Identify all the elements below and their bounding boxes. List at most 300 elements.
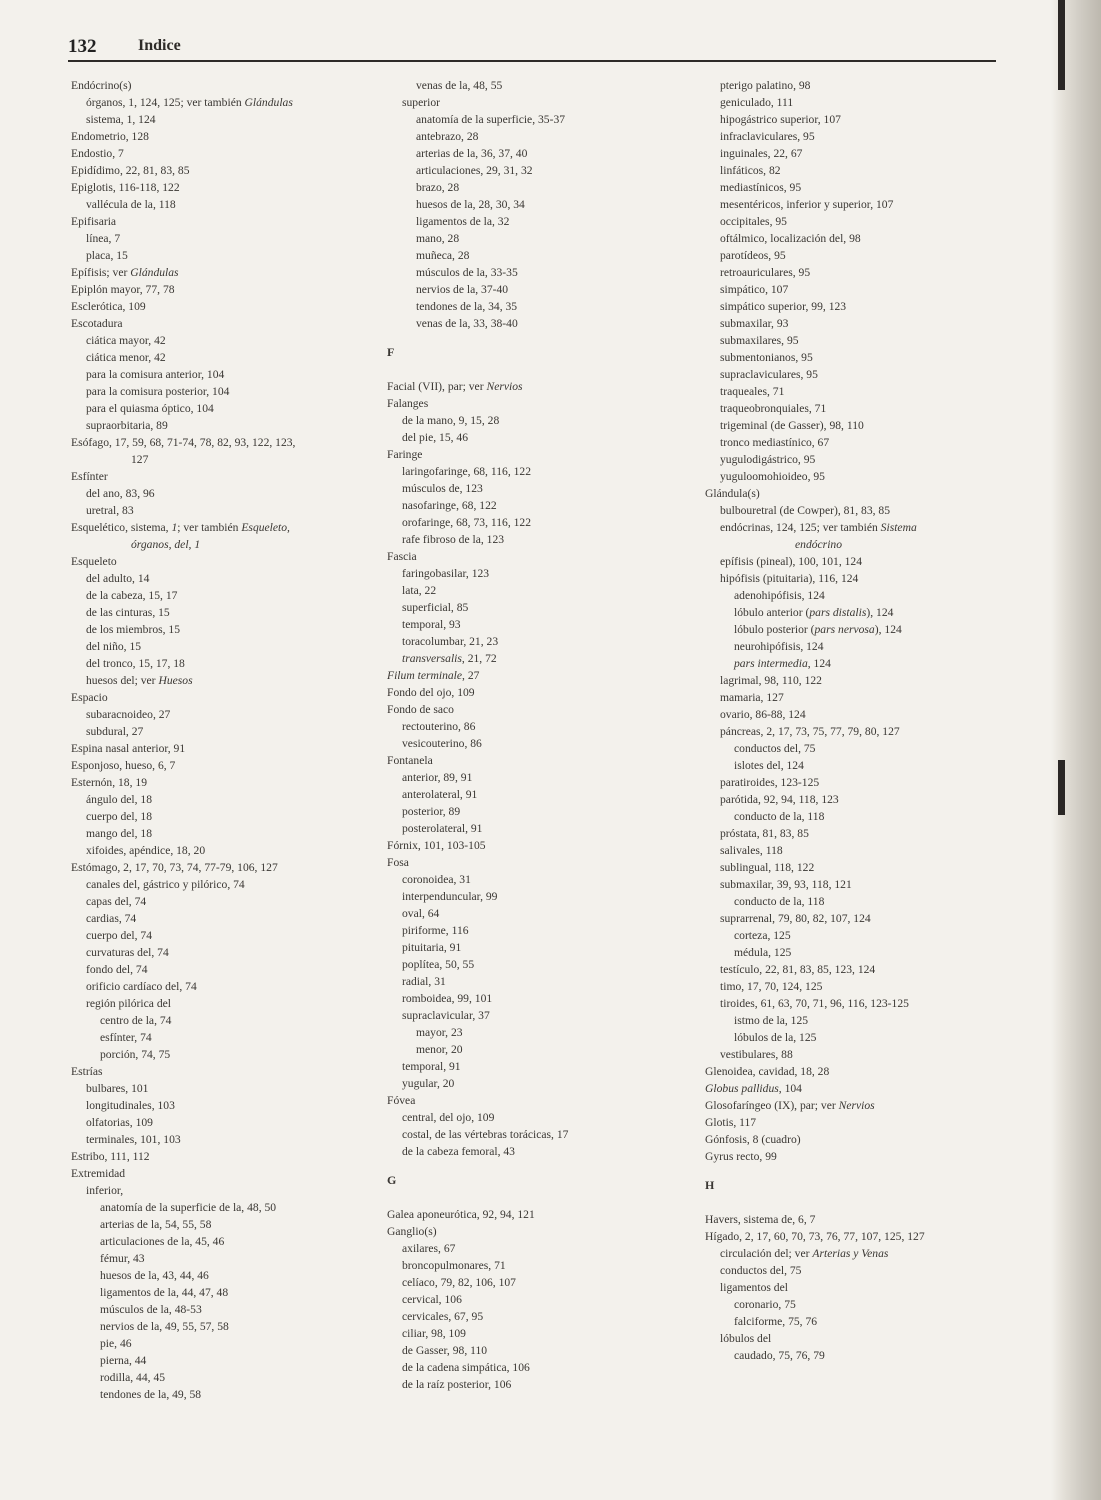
index-entry-text: Gónfosis, 8 (cuadro) bbox=[705, 1133, 801, 1146]
index-subentry bbox=[387, 77, 697, 94]
index-entry-text: región pilórica del bbox=[86, 997, 171, 1010]
index-entry-text: Glándula(s) bbox=[705, 487, 760, 500]
index-subentry bbox=[71, 1267, 376, 1284]
index-entry-text: costal, de las vértebras torácicas, 17 bbox=[402, 1128, 569, 1141]
index-entry-text: del adulto, 14 bbox=[86, 572, 150, 585]
index-entry-text: mamaria, 127 bbox=[720, 691, 784, 704]
index-entry-text: para la comisura anterior, 104 bbox=[86, 368, 225, 381]
index-subentry bbox=[705, 672, 1005, 689]
index-entry-text: supraclavicular, 37 bbox=[402, 1009, 490, 1022]
index-subentry bbox=[387, 1058, 697, 1075]
index-subentry bbox=[705, 128, 1005, 145]
index-entry-text: para la comisura posterior, 104 bbox=[86, 385, 230, 398]
index-subentry bbox=[387, 1291, 697, 1308]
page-edge-mark bbox=[1058, 760, 1065, 815]
index-subentry bbox=[705, 247, 1005, 264]
index-subentry bbox=[705, 570, 1005, 587]
index-entry-text: conducto de la, 118 bbox=[734, 895, 825, 908]
index-entry bbox=[71, 162, 376, 179]
index-subentry bbox=[387, 162, 697, 179]
index-subentry bbox=[387, 786, 697, 803]
index-subentry bbox=[71, 332, 376, 349]
index-entry-text: posterolateral, 91 bbox=[402, 822, 483, 835]
index-entry-text: Extremidad bbox=[71, 1167, 126, 1180]
index-subentry bbox=[705, 1279, 1005, 1296]
index-entry-text: Estribo, 111, 112 bbox=[71, 1150, 150, 1163]
index-entry-text: lata, 22 bbox=[402, 584, 437, 597]
index-subentry bbox=[705, 1029, 1005, 1046]
index-entry-text: submaxilar, 39, 93, 118, 121 bbox=[720, 878, 852, 891]
index-subentry bbox=[387, 871, 697, 888]
index-subentry bbox=[705, 876, 1005, 893]
index-subentry bbox=[387, 1126, 697, 1143]
index-subentry bbox=[387, 599, 697, 616]
index-subentry bbox=[71, 961, 376, 978]
index-entry-text: cuerpo del, 74 bbox=[86, 929, 152, 942]
index-entry-text: cuerpo del, 18 bbox=[86, 810, 152, 823]
index-entry-text: tiroides, 61, 63, 70, 71, 96, 116, 123-125 bbox=[720, 997, 909, 1010]
index-entry bbox=[387, 446, 697, 463]
index-entry bbox=[705, 1148, 1005, 1165]
index-entry-text: submentonianos, 95 bbox=[720, 351, 813, 364]
index-entry bbox=[705, 1211, 1005, 1228]
index-entry-text: articulaciones, 29, 31, 32 bbox=[416, 164, 533, 177]
index-subentry bbox=[387, 1075, 697, 1092]
index-entry-text: cervical, 106 bbox=[402, 1293, 462, 1306]
index-subentry bbox=[387, 463, 697, 480]
index-subentry bbox=[705, 791, 1005, 808]
index-subentry bbox=[705, 264, 1005, 281]
index-entry-text: páncreas, 2, 17, 73, 75, 77, 79, 80, 127 bbox=[720, 725, 900, 738]
letter-heading: H bbox=[705, 1178, 715, 1192]
index-entry-text: huesos de la, 28, 30, 34 bbox=[416, 198, 525, 211]
index-entry-text: Endócrino(s) bbox=[71, 79, 132, 92]
index-subentry bbox=[387, 616, 697, 633]
index-entry-italic: Arterias y Venas bbox=[812, 1247, 889, 1260]
index-entry bbox=[71, 315, 376, 332]
index-entry-text: falciforme, 75, 76 bbox=[734, 1315, 818, 1328]
index-entry-text: infraclaviculares, 95 bbox=[720, 130, 815, 143]
index-subentry bbox=[387, 429, 697, 446]
index-subentry bbox=[705, 978, 1005, 995]
index-entry-text: uretral, 83 bbox=[86, 504, 134, 517]
index-subentry bbox=[705, 859, 1005, 876]
index-subentry bbox=[71, 995, 376, 1012]
index-entry-text: de la mano, 9, 15, 28 bbox=[402, 414, 500, 427]
index-entry-text: inferior, bbox=[86, 1184, 124, 1197]
index-entry-text: de la cadena simpática, 106 bbox=[402, 1361, 530, 1374]
index-subentry bbox=[71, 1199, 376, 1216]
letter-heading: G bbox=[387, 1173, 397, 1187]
index-entry-text: caudado, 75, 76, 79 bbox=[734, 1349, 825, 1362]
index-entry bbox=[705, 1097, 1005, 1114]
index-entry-text: yuguloomohioideo, 95 bbox=[720, 470, 825, 483]
index-subentry bbox=[71, 672, 376, 689]
index-entry bbox=[71, 264, 376, 281]
index-entry-text: corteza, 125 bbox=[734, 929, 791, 942]
index-entry-text: Fórnix, 101, 103-105 bbox=[387, 839, 486, 852]
index-entry-text: Hígado, 2, 17, 60, 70, 73, 76, 77, 107, 125, 127 bbox=[705, 1230, 925, 1243]
index-entry-text: central, del ojo, 109 bbox=[402, 1111, 495, 1124]
index-entry-text: ovario, 86-88, 124 bbox=[720, 708, 806, 721]
index-subentry bbox=[387, 497, 697, 514]
index-entry-text: venas de la, 33, 38-40 bbox=[416, 317, 518, 330]
index-entry-text: xifoides, apéndice, 18, 20 bbox=[86, 844, 206, 857]
index-subentry bbox=[387, 111, 697, 128]
index-subentry bbox=[71, 111, 376, 128]
index-entry-text: músculos de la, 48-53 bbox=[100, 1303, 202, 1316]
index-entry-text: Esclerótica, 109 bbox=[71, 300, 146, 313]
index-entry-text: simpático superior, 99, 123 bbox=[720, 300, 847, 313]
index-subentry bbox=[705, 94, 1005, 111]
index-entry-text: salivales, 118 bbox=[720, 844, 783, 857]
index-entry-text: huesos del; ver bbox=[86, 674, 159, 687]
index-entry-text: pterigo palatino, 98 bbox=[720, 79, 811, 92]
page-title: Indice bbox=[138, 37, 181, 54]
index-subentry bbox=[387, 128, 697, 145]
index-subentry bbox=[387, 1376, 697, 1393]
index-entry-italic: Glándulas bbox=[130, 266, 179, 279]
index-subentry bbox=[71, 893, 376, 910]
index-entry-text: curvaturas del, 74 bbox=[86, 946, 169, 959]
index-entry-text: parotídeos, 95 bbox=[720, 249, 786, 262]
index-subentry bbox=[705, 893, 1005, 910]
index-entry-text: anatomía de la superficie de la, 48, 50 bbox=[100, 1201, 277, 1214]
index-entry-text: bulbares, 101 bbox=[86, 1082, 149, 1095]
index-entry-text: supraclaviculares, 95 bbox=[720, 368, 818, 381]
index-subentry bbox=[705, 230, 1005, 247]
index-entry-text: Glenoidea, cavidad, 18, 28 bbox=[705, 1065, 830, 1078]
index-subentry bbox=[71, 1182, 376, 1199]
index-subentry bbox=[705, 723, 1005, 740]
index-subentry bbox=[387, 1359, 697, 1376]
index-subentry bbox=[705, 179, 1005, 196]
index-subentry bbox=[387, 1109, 697, 1126]
index-entry-text: nervios de la, 49, 55, 57, 58 bbox=[100, 1320, 229, 1333]
index-subentry bbox=[71, 825, 376, 842]
index-subentry bbox=[71, 1369, 376, 1386]
index-entry bbox=[387, 1223, 697, 1240]
index-entry-text: arterias de la, 36, 37, 40 bbox=[416, 147, 528, 160]
index-entry bbox=[71, 519, 376, 536]
index-subentry bbox=[387, 769, 697, 786]
index-entry bbox=[387, 752, 697, 769]
index-entry-text: anterolateral, 91 bbox=[402, 788, 478, 801]
index-entry-text: de los miembros, 15 bbox=[86, 623, 181, 636]
index-entry-italic: 1 bbox=[171, 521, 178, 534]
index-subentry bbox=[705, 553, 1005, 570]
index-subentry bbox=[705, 77, 1005, 94]
index-subentry bbox=[71, 1029, 376, 1046]
index-entry-text: de Gasser, 98, 110 bbox=[402, 1344, 488, 1357]
index-subentry bbox=[71, 400, 376, 417]
index-subentry bbox=[705, 808, 1005, 825]
index-subentry bbox=[705, 366, 1005, 383]
index-entry-text: epífisis (pineal), 100, 101, 124 bbox=[720, 555, 863, 568]
index-entry bbox=[71, 1165, 376, 1182]
index-entry bbox=[387, 684, 697, 701]
index-subentry bbox=[705, 1245, 1005, 1262]
index-subentry bbox=[705, 910, 1005, 927]
index-entry-text: tendones de la, 49, 58 bbox=[100, 1388, 202, 1401]
page-edge-shadow bbox=[1051, 0, 1101, 1500]
index-entry-text: Endostio, 7 bbox=[71, 147, 124, 160]
index-subentry bbox=[387, 1143, 697, 1160]
index-entry bbox=[71, 774, 376, 791]
index-entry-text: lagrimal, 98, 110, 122 bbox=[720, 674, 822, 687]
index-subentry bbox=[705, 944, 1005, 961]
index-entry-text: orificio cardíaco del, 74 bbox=[86, 980, 197, 993]
index-subentry bbox=[387, 888, 697, 905]
index-subentry bbox=[705, 1330, 1005, 1347]
index-entry-text: músculos de, 123 bbox=[402, 482, 483, 495]
index-entry-text: Esquelético, sistema, bbox=[71, 521, 172, 534]
index-entry-text: oftálmico, localización del, 98 bbox=[720, 232, 861, 245]
index-entry-text: vallécula de la, 118 bbox=[86, 198, 176, 211]
index-entry-text: laringofaringe, 68, 116, 122 bbox=[402, 465, 532, 478]
index-entry-text: subdural, 27 bbox=[86, 725, 144, 738]
index-subentry bbox=[71, 1216, 376, 1233]
index-subentry bbox=[387, 145, 697, 162]
index-entry-text: arterias de la, 54, 55, 58 bbox=[100, 1218, 212, 1231]
index-subentry bbox=[387, 196, 697, 213]
index-entry-italic: Esqueleto, bbox=[241, 521, 290, 534]
index-column-3 bbox=[705, 77, 1005, 1364]
index-subentry bbox=[705, 349, 1005, 366]
index-entry-text: subaracnoideo, 27 bbox=[86, 708, 171, 721]
index-subentry bbox=[71, 1284, 376, 1301]
index-entry-text: pituitaria, 91 bbox=[402, 941, 462, 954]
index-entry-text: romboidea, 99, 101 bbox=[402, 992, 493, 1005]
index-entry-text: para el quiasma óptico, 104 bbox=[86, 402, 214, 415]
index-subentry bbox=[387, 412, 697, 429]
index-subentry bbox=[387, 820, 697, 837]
index-entry-text: anatomía de la superficie, 35-37 bbox=[416, 113, 566, 126]
index-entry bbox=[71, 740, 376, 757]
index-entry bbox=[71, 281, 376, 298]
index-entry-text: fémur, 43 bbox=[100, 1252, 145, 1265]
index-entry-text: articulaciones de la, 45, 46 bbox=[100, 1235, 225, 1248]
index-entry-text: , 27 bbox=[462, 669, 480, 682]
index-entry-text: próstata, 81, 83, 85 bbox=[720, 827, 809, 840]
index-entry bbox=[705, 485, 1005, 502]
index-entry-text: menor, 20 bbox=[416, 1043, 463, 1056]
index-subentry bbox=[387, 956, 697, 973]
index-entry-text: músculos de la, 33-35 bbox=[416, 266, 518, 279]
index-entry-text: pierna, 44 bbox=[100, 1354, 147, 1367]
index-subentry bbox=[387, 1308, 697, 1325]
index-subentry bbox=[705, 196, 1005, 213]
index-entry bbox=[705, 1063, 1005, 1080]
index-subentry bbox=[387, 298, 697, 315]
index-subentry bbox=[387, 1274, 697, 1291]
index-entry-text: ), 124 bbox=[866, 606, 894, 619]
index-entry-text: porción, 74, 75 bbox=[100, 1048, 171, 1061]
index-entry-text: Epiplón mayor, 77, 78 bbox=[71, 283, 175, 296]
index-entry-text: celíaco, 79, 82, 106, 107 bbox=[402, 1276, 516, 1289]
index-entry-text: temporal, 91 bbox=[402, 1060, 461, 1073]
index-entry-text: Falanges bbox=[387, 397, 429, 410]
index-entry-text: línea, 7 bbox=[86, 232, 121, 245]
index-subentry bbox=[71, 706, 376, 723]
index-entry-italic: pars nervosa bbox=[814, 623, 875, 636]
index-subentry bbox=[705, 383, 1005, 400]
index-entry-text: endócrinas, 124, 125; ver también bbox=[720, 521, 881, 534]
index-entry-text: posterior, 89 bbox=[402, 805, 461, 818]
index-entry bbox=[71, 77, 376, 94]
index-subentry bbox=[71, 485, 376, 502]
index-entry bbox=[705, 1228, 1005, 1245]
index-entry-text: Fascia bbox=[387, 550, 417, 563]
page-number: 132 bbox=[68, 36, 97, 57]
index-subentry bbox=[387, 650, 697, 667]
index-entry-text: geniculado, 111 bbox=[720, 96, 794, 109]
index-subentry bbox=[705, 621, 1005, 638]
index-entry bbox=[387, 667, 697, 684]
index-entry bbox=[71, 553, 376, 570]
index-entry-italic: Nervios bbox=[486, 380, 523, 393]
index-entry-text: Fondo del ojo, 109 bbox=[387, 686, 475, 699]
index-entry-text: sublingual, 118, 122 bbox=[720, 861, 815, 874]
index-subentry bbox=[705, 145, 1005, 162]
index-entry-text: nasofaringe, 68, 122 bbox=[402, 499, 497, 512]
index-entry-text: del pie, 15, 46 bbox=[402, 431, 469, 444]
index-entry-text: parótida, 92, 94, 118, 123 bbox=[720, 793, 839, 806]
index-entry-text: yugulodigástrico, 95 bbox=[720, 453, 816, 466]
index-entry-text: lóbulos del bbox=[720, 1332, 772, 1345]
index-entry-text: rectouterino, 86 bbox=[402, 720, 476, 733]
index-entry bbox=[71, 1148, 376, 1165]
index-subentry bbox=[705, 1012, 1005, 1029]
index-entry bbox=[387, 1092, 697, 1109]
index-subentry bbox=[705, 587, 1005, 604]
index-subentry bbox=[71, 383, 376, 400]
index-entry-text: médula, 125 bbox=[734, 946, 792, 959]
index-entry-text: istmo de la, 125 bbox=[734, 1014, 809, 1027]
index-entry-text: ligamentos del bbox=[720, 1281, 788, 1294]
index-subentry bbox=[705, 995, 1005, 1012]
index-subentry bbox=[387, 633, 697, 650]
index-subentry bbox=[71, 842, 376, 859]
index-entry bbox=[387, 701, 697, 718]
index-entry bbox=[387, 854, 697, 871]
letter-heading: F bbox=[387, 345, 395, 359]
index-entry-text: hipogástrico superior, 107 bbox=[720, 113, 841, 126]
index-subentry bbox=[705, 1296, 1005, 1313]
index-subentry bbox=[387, 264, 697, 281]
index-entry-text: superficial, 85 bbox=[402, 601, 469, 614]
index-entry-text: oval, 64 bbox=[402, 907, 440, 920]
index-subentry bbox=[705, 315, 1005, 332]
index-entry-text: traqueobronquiales, 71 bbox=[720, 402, 827, 415]
page-edge-mark bbox=[1058, 0, 1065, 90]
index-entry-text: terminales, 101, 103 bbox=[86, 1133, 181, 1146]
index-entry-text: del ano, 83, 96 bbox=[86, 487, 155, 500]
index-entry-text: esfínter, 74 bbox=[100, 1031, 152, 1044]
index-subentry bbox=[71, 1386, 376, 1403]
index-entry-text: mediastínicos, 95 bbox=[720, 181, 802, 194]
index-entry bbox=[387, 1206, 697, 1223]
index-entry-text: trigeminal (de Gasser), 98, 110 bbox=[720, 419, 864, 432]
index-entry-text: mango del, 18 bbox=[86, 827, 153, 840]
index-subentry bbox=[71, 876, 376, 893]
index-entry-text: ligamentos de la, 44, 47, 48 bbox=[100, 1286, 229, 1299]
index-entry-italic: Huesos bbox=[158, 674, 193, 687]
index-entry-text: timo, 17, 70, 124, 125 bbox=[720, 980, 823, 993]
index-entry-text: mano, 28 bbox=[416, 232, 460, 245]
index-entry-italic: pars intermedia bbox=[734, 657, 808, 670]
index-entry-text: de las cinturas, 15 bbox=[86, 606, 170, 619]
index-entry-text: fondo del, 74 bbox=[86, 963, 148, 976]
index-subentry bbox=[387, 922, 697, 939]
index-subentry bbox=[71, 655, 376, 672]
index-subentry bbox=[71, 570, 376, 587]
index-entry-text: yugular, 20 bbox=[402, 1077, 455, 1090]
index-entry-text: Glotis, 117 bbox=[705, 1116, 757, 1129]
index-entry-text: Estrías bbox=[71, 1065, 103, 1078]
index-subentry bbox=[387, 213, 697, 230]
index-subentry bbox=[71, 502, 376, 519]
index-subentry bbox=[387, 735, 697, 752]
index-subentry bbox=[387, 1024, 697, 1041]
index-entry-text: linfáticos, 82 bbox=[720, 164, 781, 177]
index-subentry bbox=[705, 451, 1005, 468]
index-entry bbox=[705, 1114, 1005, 1131]
index-subentry bbox=[705, 434, 1005, 451]
index-subentry bbox=[71, 1335, 376, 1352]
index-subentry bbox=[71, 349, 376, 366]
index-subentry bbox=[705, 1046, 1005, 1063]
index-entry-text: Epiglotis, 116-118, 122 bbox=[71, 181, 180, 194]
index-entry-text: traqueales, 71 bbox=[720, 385, 785, 398]
index-entry-text: Fondo de saco bbox=[387, 703, 454, 716]
index-entry-text: nervios de la, 37-40 bbox=[416, 283, 509, 296]
index-entry-text: centro de la, 74 bbox=[100, 1014, 172, 1027]
index-subentry bbox=[705, 774, 1005, 791]
index-subentry bbox=[71, 230, 376, 247]
index-subentry bbox=[387, 973, 697, 990]
index-subentry bbox=[387, 480, 697, 497]
index-subentry bbox=[71, 791, 376, 808]
index-entry-text: lóbulo anterior ( bbox=[734, 606, 810, 619]
index-entry-text: vesicouterino, 86 bbox=[402, 737, 482, 750]
index-entry bbox=[71, 298, 376, 315]
index-entry-text: faringobasilar, 123 bbox=[402, 567, 490, 580]
index-subentry bbox=[71, 451, 376, 468]
index-entry-text: ; ver también bbox=[177, 521, 242, 534]
index-subentry bbox=[71, 417, 376, 434]
index-entry-text: Facial (VII), par; ver bbox=[387, 380, 487, 393]
index-subentry bbox=[71, 1012, 376, 1029]
index-entry-text: órganos, 1, 124, 125; ver también bbox=[86, 96, 245, 109]
index-entry-text: muñeca, 28 bbox=[416, 249, 470, 262]
index-subentry bbox=[71, 808, 376, 825]
index-subentry bbox=[705, 332, 1005, 349]
index-entry-text: Esfínter bbox=[71, 470, 108, 483]
index-entry-text: conducto de la, 118 bbox=[734, 810, 825, 823]
index-subentry bbox=[71, 1250, 376, 1267]
index-entry bbox=[705, 1080, 1005, 1097]
index-entry-text: Galea aponeurótica, 92, 94, 121 bbox=[387, 1208, 535, 1221]
index-subentry bbox=[705, 298, 1005, 315]
index-entry-text: conductos del, 75 bbox=[734, 742, 816, 755]
index-subentry bbox=[387, 281, 697, 298]
index-entry-text: de la cabeza, 15, 17 bbox=[86, 589, 178, 602]
index-subentry bbox=[71, 94, 376, 111]
index-subentry bbox=[387, 718, 697, 735]
index-entry-text: Epidídimo, 22, 81, 83, 85 bbox=[71, 164, 190, 177]
index-entry-italic: transversalis bbox=[402, 652, 462, 665]
